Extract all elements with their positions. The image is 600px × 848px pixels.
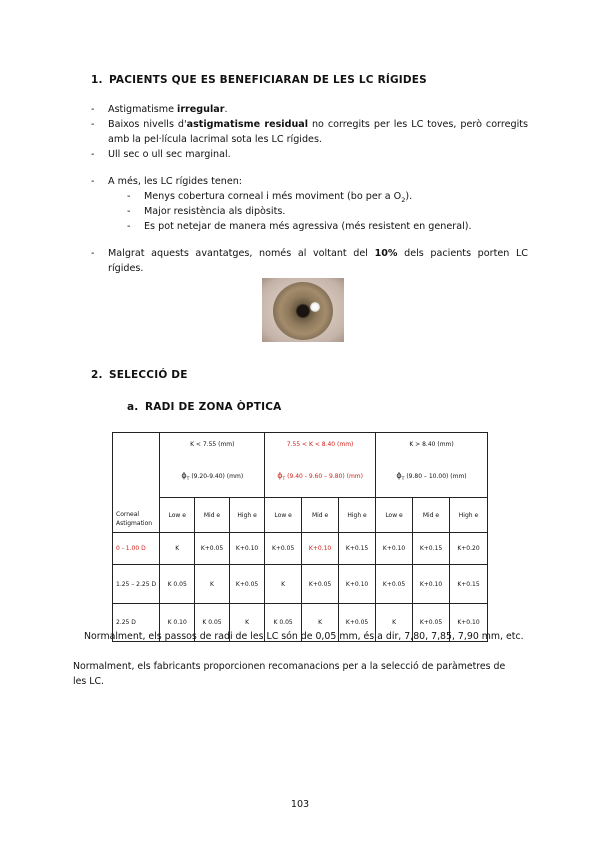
row-label: 0 - 1.00 D xyxy=(113,533,160,565)
sub-bullet-text: Es pot netejar de manera més agressiva (més resistent en general). xyxy=(144,221,472,232)
group-diameter-header: $\phi_T$ (9.80 – 10.00) (mm) xyxy=(376,456,488,498)
row-header-cell xyxy=(113,433,160,533)
glare xyxy=(310,302,320,312)
page-number: 103 xyxy=(290,799,310,810)
sub-bullet-text: Major resistència als dipòsits. xyxy=(144,206,286,217)
table-row xyxy=(113,533,488,565)
dash: - xyxy=(91,104,95,115)
note-line: les LC. xyxy=(73,676,104,687)
subsection-title: RADI DE ZONA ÒPTICA xyxy=(145,401,282,413)
iris xyxy=(273,282,333,340)
bullet-list xyxy=(91,102,531,162)
group-k-header: K > 8.40 (mm) xyxy=(376,433,488,456)
table-cell: K 0.05 xyxy=(160,565,194,604)
bullet-text: A més, les LC rígides tenen: xyxy=(108,176,243,187)
table-cell: K+0.15 xyxy=(339,533,376,565)
group-diameter-header: $\phi_T$ (9.40 - 9.60 – 9.80) (mm) xyxy=(265,456,376,498)
dash: - xyxy=(91,149,95,160)
sub-bullet-text: Menys cobertura corneal i més moviment (bo per a O xyxy=(144,191,402,202)
table-cell: K xyxy=(265,565,302,604)
subheader: Mid e xyxy=(194,498,229,533)
section2-number: 2. xyxy=(91,369,103,381)
row-header: Corneal Astigmation xyxy=(116,511,153,527)
list-item xyxy=(91,189,531,204)
bullet-bold: 10% xyxy=(374,248,398,259)
list-item xyxy=(91,147,531,162)
row-label: 2.25 D xyxy=(113,604,160,642)
subheader: High e xyxy=(230,498,265,533)
dash: - xyxy=(91,248,95,259)
parameter-table xyxy=(112,432,488,642)
table-cell: K+0.05 xyxy=(194,533,229,565)
table-cell: K+0.10 xyxy=(413,565,450,604)
bullet-bold: irregular xyxy=(177,104,225,115)
subheader: Mid e xyxy=(302,498,339,533)
table-cell: K xyxy=(194,565,229,604)
subheader: Low e xyxy=(160,498,194,533)
section1-number: 1. xyxy=(91,74,103,86)
bullet-list-2 xyxy=(91,174,531,234)
dash: - xyxy=(127,221,131,232)
table-cell: K+0.10 xyxy=(230,533,265,565)
table-cell: K+0.10 xyxy=(449,604,487,642)
table-cell: K+0.05 xyxy=(413,604,450,642)
table-cell: K+0.10 xyxy=(376,533,413,565)
group-diameter-header: $\phi_T$ (9.20-9.40) (mm) xyxy=(160,456,265,498)
list-item xyxy=(91,102,531,117)
table-cell: K+0.05 xyxy=(265,533,302,565)
note-manufacturers xyxy=(73,659,533,689)
table-cell: K+0.15 xyxy=(449,565,487,604)
subheader: Low e xyxy=(376,498,413,533)
table-cell: K+0.05 xyxy=(230,565,265,604)
dash: - xyxy=(127,191,131,202)
sub-bullet-text: ). xyxy=(405,191,413,202)
bullet-text: amb la pel·lícula lacrimal sota les LC rígides. xyxy=(108,134,322,145)
bullet-text: dels pacients porten LC xyxy=(397,248,528,259)
bullet-text: Malgrat aquests avantatges, només al voltant del xyxy=(108,248,375,259)
table-cell: K xyxy=(376,604,413,642)
subheader: Low e xyxy=(265,498,302,533)
table-cell: K 0.05 xyxy=(194,604,229,642)
table-cell: K+0.20 xyxy=(449,533,487,565)
dash: - xyxy=(91,176,95,187)
list-item xyxy=(91,204,531,219)
table-cell: K+0.05 xyxy=(339,604,376,642)
bullet-list-3 xyxy=(91,246,531,276)
table-cell: K+0.05 xyxy=(376,565,413,604)
list-item xyxy=(91,174,531,189)
table-cell: K+0.10 xyxy=(302,533,339,565)
bullet-bold: astigmatisme residual xyxy=(186,119,309,130)
bullet-text: . xyxy=(224,104,228,115)
bullet-text: Baixos nivells d' xyxy=(108,119,187,130)
bullet-text: rígides. xyxy=(108,263,144,274)
list-item xyxy=(91,117,531,147)
subheader: Mid e xyxy=(413,498,450,533)
subheader: High e xyxy=(339,498,376,533)
section1-title: PACIENTS QUE ES BENEFICIARAN DE LES LC RÍGIDES xyxy=(109,74,427,86)
bullet-text: Astigmatisme xyxy=(108,104,178,115)
subsection-letter: a. xyxy=(127,401,139,413)
list-item xyxy=(91,219,531,234)
group-k-header: K < 7.55 (mm) xyxy=(160,433,265,456)
table-cell: K xyxy=(230,604,265,642)
row-label: 1.25 – 2.25 D xyxy=(113,565,160,604)
eye-photo xyxy=(262,278,344,342)
table-cell: K+0.15 xyxy=(413,533,450,565)
list-item xyxy=(91,246,531,276)
subscript: 2 xyxy=(401,195,406,204)
table-row xyxy=(113,565,488,604)
table-cell: K 0.10 xyxy=(160,604,194,642)
table-cell: K+0.05 xyxy=(302,565,339,604)
bullet-text: Ull sec o ull sec marginal. xyxy=(108,149,231,160)
note-radius-steps: Normalment, els passos de radi de les LC són de 0,05 mm, és a dir, 7,80, 7,85, 7,90 mm, etc. xyxy=(84,631,524,642)
table-cell: K 0.05 xyxy=(265,604,302,642)
note-line: Normalment, els fabricants proporcionen recomanacions per a la selecció de paràmetres de xyxy=(73,661,506,672)
dash: - xyxy=(91,119,95,130)
group-k-header: 7.55 < K < 8.40 (mm) xyxy=(265,433,376,456)
table-cell: K xyxy=(302,604,339,642)
table-cell: K xyxy=(160,533,194,565)
bullet-text: no corregits per les LC toves, però corregits xyxy=(308,119,528,130)
table-cell: K+0.10 xyxy=(339,565,376,604)
dash: - xyxy=(127,206,131,217)
section2-title: SELECCIÓ DE xyxy=(109,369,188,381)
subheader: High e xyxy=(449,498,487,533)
